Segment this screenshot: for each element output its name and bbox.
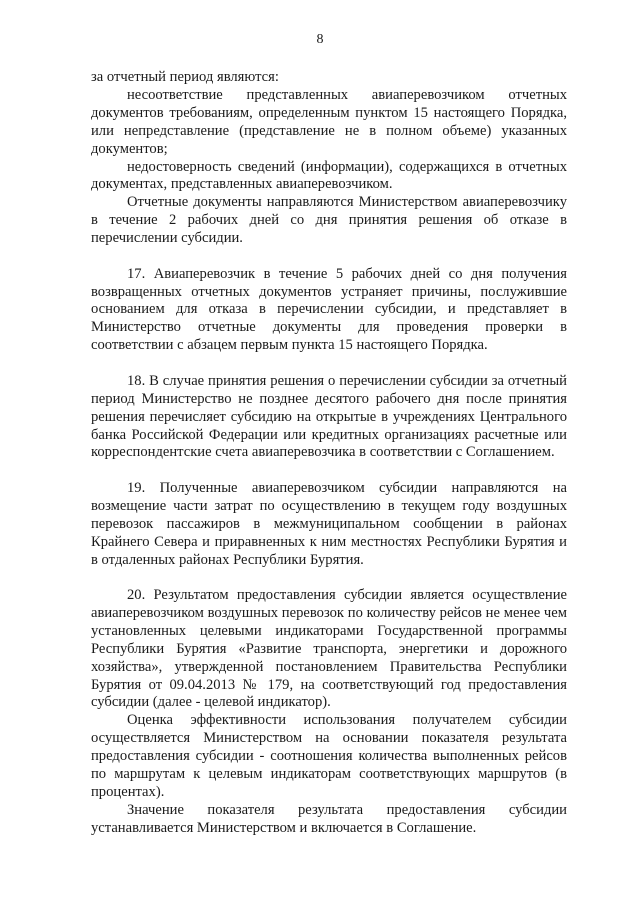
paragraph-item-inaccuracy: недостоверность сведений (информации), содержащихся в отчетных документах, представленных авиаперевозчиком.	[91, 158, 567, 193]
paragraph-item-nonconformity: несоответствие представленных авиаперевозчиком отчетных документов требованиям, определенным пунктом 15 настоящего Порядка, или непредставление (представление не в полном объеме) указанных документов;	[91, 86, 567, 157]
paragraph-return-documents: Отчетные документы направляются Министерством авиаперевозчику в течение 2 рабочих дней со дня принятия решения об отказе в перечислении субсидии.	[91, 194, 567, 247]
document-body	[91, 69, 567, 838]
paragraph-indicator-value: Значение показателя результата предоставления субсидии устанавливается Министерством и включается в Соглашение.	[91, 801, 567, 836]
paragraph-clause-17: 17. Авиаперевозчик в течение 5 рабочих дней со дня получения возвращенных отчетных документов устраняет причины, послужившие основанием для отказа в перечислении субсидии, и представляет в Министерство отчетные документы для проведения проверки в соответствии с абзацем первым пункта 15 настоящего Порядка.	[91, 265, 567, 354]
paragraph-clause-18: 18. В случае принятия решения о перечислении субсидии за отчетный период Министерство не позднее десятого рабочего дня после принятия решения перечисляет субсидию на открытые в учреждениях Центрального банка Российской Федерации или кредитных организациях расчетные или корреспондентские счета авиаперевозчика в соответствии с Соглашением.	[91, 372, 567, 461]
paragraph-clause-20: 20. Результатом предоставления субсидии является осуществление авиаперевозчиком воздушных перевозок по количеству рейсов не менее чем установленных целевыми индикаторами Государственной программы Республики Бурятия «Развитие транспорта, энергетики и дорожного хозяйства», утвержденной постановлением Правительства Республики Бурятия от 09.04.2013 № 179, на соответствующий год предоставления субсидии (далее - целевой индикатор).	[91, 587, 567, 711]
paragraph-intro: за отчетный период являются:	[91, 69, 279, 85]
paragraph-clause-19: 19. Полученные авиаперевозчиком субсидии направляются на возмещение части затрат по осуществлению в текущем году воздушных перевозок пассажиров в межмуниципальном сообщении в районах Крайнего Севера и приравненных к ним местностях Республики Бурятия и в отдаленных районах Республики Бурятия.	[91, 479, 567, 568]
page-number: 8	[316, 32, 324, 47]
paragraph-efficiency-assessment: Оценка эффективности использования получателем субсидии осуществляется Министерством на основании показателя результата предоставления субсидии - соотношения количества выполненных рейсов по маршрутам к целевым индикаторам соответствующих маршрутов (в процентах).	[91, 712, 567, 800]
